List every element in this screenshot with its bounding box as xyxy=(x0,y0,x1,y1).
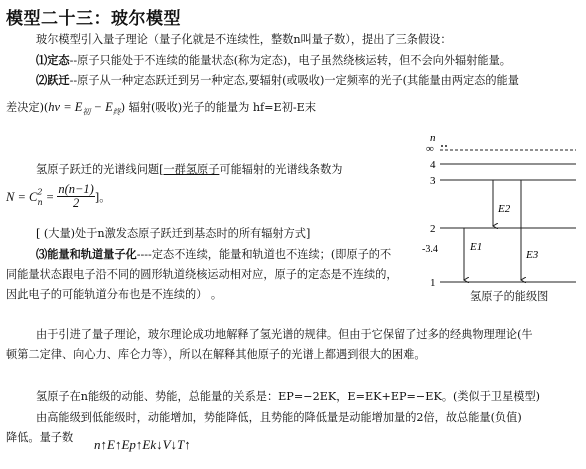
transition-e3-label: E3 xyxy=(526,249,539,261)
postulate-transition xyxy=(36,73,519,88)
level-label-3: 3 xyxy=(430,175,436,187)
transition-e2-label: E2 xyxy=(498,203,511,215)
postulate-quantization: ⑶能量和轨道量子化----定态不连续，能量和轨道也不连续；(即原子的不 xyxy=(36,247,392,261)
transition-e1-label: E1 xyxy=(470,241,483,253)
postulate-stationary-text: --原子只能处于不连续的能量状态(称为定态)，电子虽然绕核运转，但不会向外辐射能量。 xyxy=(69,54,511,67)
spectral-note: [ (大量)处于n激发态原子跃迁到基态时的所有辐射方式] xyxy=(36,227,311,240)
level-label-1: 1 xyxy=(430,277,436,289)
level-label-4: 4 xyxy=(430,159,436,171)
postulate-quantization-line3: 因此电子的可能轨道分布也是不连续的） 。 xyxy=(6,288,223,301)
energy-level-diagram xyxy=(420,128,580,308)
energy-relation-line1: 氢原子在n能级的动能、势能，总能量的关系是：EP=−2EK，E=EK+EP=−EK。(类似于卫星模型) xyxy=(36,390,541,403)
intro-text: 玻尔模型引入量子理论（量子化就是不连续性，整数n叫量子数），提出了三条假设： xyxy=(36,33,452,46)
postulate-quantization-label: ⑶能量和轨道量子化 xyxy=(36,247,137,261)
photon-energy-formula: $h\nu = E_初 - E_终$ xyxy=(48,100,121,117)
postulate-transition-line1: --原子从一种定态跃迁到另一种定态,要辐射(或吸收)一定频率的光子(其能量由两定态的能量 xyxy=(69,74,519,87)
spectral-lines-text: 氢原子跃迁的光谱线问题[一群氢原子可能辐射的光谱线条数为 xyxy=(36,163,343,176)
energy-relation-line3: 降低。量子数 xyxy=(6,431,74,444)
level-label-inf: ∞ xyxy=(426,143,434,155)
summary-line2: 顿第二定律、向心力、库仑力等），所以在解释其他原子的光谱上都遇到很大的困难。 xyxy=(6,348,426,361)
diagram-caption: 氢原子的能级图 xyxy=(470,290,549,303)
postulate-transition-line2: 差决定)$(h\nu = E_初 - E_终)$ 辐射(吸收)光子的能量为 hf=E初-E末 xyxy=(6,100,317,117)
page-title: 模型二十三：玻尔模型 xyxy=(6,9,181,29)
energy-relation-line2: 由高能级到低能级时，动能增加，势能降低，且势能的降低量是动能增加量的2倍，故总能量(负值) xyxy=(36,411,522,424)
energy-value-label: -3.4 xyxy=(422,244,438,255)
level-label-n: n xyxy=(430,132,436,144)
postulate-quantization-line2: 同能量状态跟电子沿不同的圆形轨道绕核运动相对应，原子的定态是不连续的， xyxy=(6,268,398,281)
quantum-arrows: n↑E↑Ep↑Ek↓V↓T↑ xyxy=(94,437,191,452)
postulate-stationary xyxy=(36,53,511,68)
postulate-stationary-label: ⑴定态 xyxy=(36,53,70,67)
spectral-formula: $N = C^2_n$ = $\frac{n(n-1)}{2}$ ]。 xyxy=(6,182,111,210)
summary-line1: 由于引进了量子理论，玻尔理论成功地解释了氢光谱的规律。但由于它保留了过多的经典物理理论(牛 xyxy=(36,328,533,341)
level-label-2: 2 xyxy=(430,223,436,235)
postulate-transition-label: ⑵跃迁 xyxy=(36,73,70,87)
